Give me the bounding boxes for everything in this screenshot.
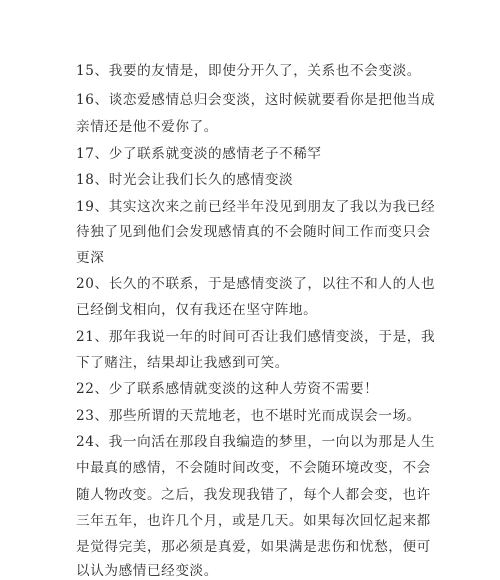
text-line-24-cont: 中最真的感情，不会随时间改变，不会随环境改变，不会 <box>76 460 431 476</box>
text-line-17: 17、少了联系就变淡的感情老子不稀罕 <box>76 146 322 162</box>
text-line-19-cont: 待独了见到他们会发现感情真的不会随时间工作而变只会 <box>76 224 431 240</box>
text-line-19: 19、其实这次来之前已经半年没见到朋友了我以为我已经 <box>76 199 436 215</box>
text-line-18: 18、时光会让我们长久的感情变淡 <box>76 172 294 188</box>
text-line-16-cont: 亲情还是他不爱你了。 <box>76 119 218 135</box>
text-line-24-cont: 随人物改变。之后，我发现我错了，每个人都会变，也许 <box>76 487 431 503</box>
text-line-24: 24、我一向活在那段自我编造的梦里，一向以为那是人生 <box>76 434 436 450</box>
text-line-16: 16、谈恋爱感情总归会变淡，这时候就要看你是把他当成 <box>76 92 436 108</box>
text-line-24-cont: 是觉得完美，那必须是真爱，如果满是悲伤和忧愁，便可 <box>76 539 431 555</box>
text-line-15: 15、我要的友情是，即使分开久了，关系也不会变淡。 <box>76 63 421 79</box>
text-line-24-cont: 三年五年，也许几个月，或是几天。如果每次回忆起来都 <box>76 513 431 529</box>
text-line-21-cont: 下了赌注，结果却让我感到可笑。 <box>76 355 289 371</box>
text-line-24-end: 以认为感情已经变淡。 <box>76 563 218 579</box>
text-line-21: 21、那年我说一年的时间可否让我们感情变淡，于是，我 <box>76 329 436 345</box>
text-line-19-end: 更深 <box>76 250 105 266</box>
text-line-20-cont: 已经倒戈相向，仅有我还在坚守阵地。 <box>76 302 318 318</box>
text-line-23: 23、那些所谓的天荒地老，也不堪时光而成误会一场。 <box>76 408 421 424</box>
text-line-22: 22、少了联系感情就变淡的这种人劳资不需要！ <box>76 381 379 397</box>
text-line-20: 20、长久的不联系，于是感情变淡了，以往不和人的人也 <box>76 276 436 292</box>
